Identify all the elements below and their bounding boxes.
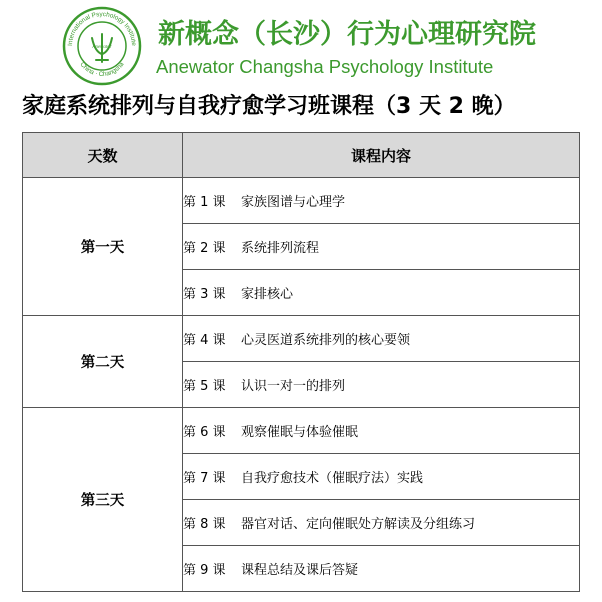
lesson-number: 第 8 课 [183,517,226,532]
lesson-title: 课程总结及课后答疑 [241,563,359,578]
lesson-title: 系统排列流程 [241,241,320,256]
lesson-cell [183,270,580,316]
column-header-days: 天数 [23,133,183,178]
table-row [23,408,580,454]
day-cell-3: 第三天 [23,408,183,592]
course-schedule-table [22,132,580,592]
lesson-title: 器官对话、定向催眠处方解读及分组练习 [241,517,476,532]
lesson-cell [183,500,580,546]
lesson-number: 第 1 课 [183,195,226,210]
lesson-cell [183,224,580,270]
lesson-number: 第 7 课 [183,471,226,486]
lesson-title: 家族图谱与心理学 [241,195,346,210]
lesson-number: 第 3 课 [183,287,226,302]
lesson-number: 第 6 课 [183,425,226,440]
lesson-title: 认识一对一的排列 [241,379,346,394]
org-name-en: Anewator Changsha Psychology Institute [156,56,494,77]
course-title: 家庭系统排列与自我疗愈学习班课程（3 天 2 晚） [22,94,516,119]
lesson-title: 家排核心 [241,287,294,302]
lesson-cell [183,408,580,454]
table-header-row [23,133,580,178]
day-cell-1: 第一天 [23,178,183,316]
table-row [23,178,580,224]
lesson-cell [183,454,580,500]
column-header-content: 课程内容 [183,133,580,178]
svg-text:China · Changsha: China · Changsha [78,61,126,79]
lesson-cell [183,178,580,224]
lesson-title: 观察催眠与体验催眠 [241,425,359,440]
lesson-cell [183,362,580,408]
svg-text:Anewator: Anewator [92,45,112,50]
lesson-number: 第 9 课 [183,563,226,578]
table-row [23,316,580,362]
lesson-number: 第 2 课 [183,241,226,256]
lesson-cell [183,546,580,592]
lesson-cell [183,316,580,362]
svg-text:International Psychology Insti: International Psychology Institute [66,10,138,47]
institute-seal-logo [62,6,142,86]
institute-header [62,6,542,86]
lesson-title: 自我疗愈技术（催眠疗法）实践 [241,471,424,486]
lesson-number: 第 5 课 [183,379,226,394]
day-cell-2: 第二天 [23,316,183,408]
lesson-number: 第 4 课 [183,333,226,348]
lesson-title: 心灵医道系统排列的核心要领 [241,333,411,348]
org-name-cn: 新概念（长沙）行为心理研究院 [158,19,536,50]
